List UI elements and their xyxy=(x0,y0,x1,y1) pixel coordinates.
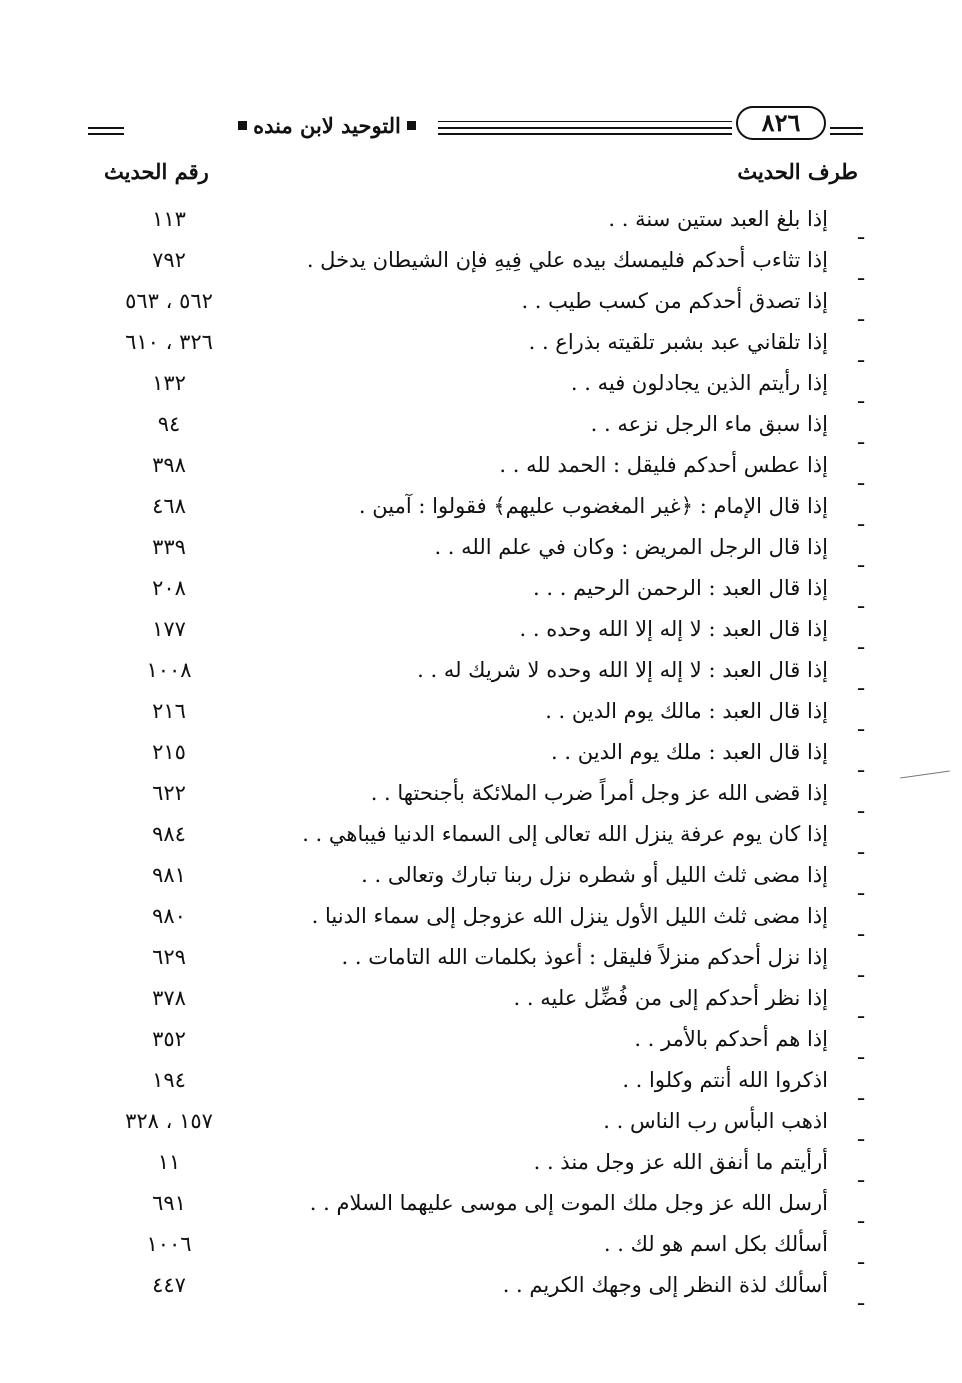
hadith-number: ٩٨٠ xyxy=(152,904,186,928)
hadith-text: اذهب البأس رب الناس . . xyxy=(603,1109,828,1133)
header-rule xyxy=(88,127,124,129)
hadith-text: إذا قضى الله عز وجل أمراً ضرب الملائكة بأجنحتها . . xyxy=(370,781,828,805)
dash-bullet-icon: ـ xyxy=(858,958,864,982)
hadith-number: ٩٨١ xyxy=(152,863,186,887)
dash-bullet-icon: ـ xyxy=(858,343,864,367)
index-row xyxy=(0,487,962,531)
hadith-text: إذا كان يوم عرفة ينزل الله تعالى إلى السماء الدنيا فيباهي . . xyxy=(302,822,828,846)
dash-bullet-icon: ـ xyxy=(858,1040,864,1064)
hadith-number: ٣٣٩ xyxy=(152,535,186,559)
hadith-number: ٤٤٧ xyxy=(152,1273,186,1297)
book-title xyxy=(220,110,434,140)
hadith-text: أسألك لذة النظر إلى وجهك الكريم . . xyxy=(502,1273,828,1297)
header-rule xyxy=(830,133,863,135)
dash-bullet-icon: ـ xyxy=(858,384,864,408)
index-row xyxy=(0,1143,962,1187)
hadith-number: ٢١٦ xyxy=(152,699,186,723)
index-row xyxy=(0,1225,962,1269)
index-row xyxy=(0,569,962,613)
hadith-text: اذكروا الله أنتم وكلوا . . xyxy=(622,1068,828,1092)
square-bullet-icon xyxy=(407,121,416,130)
index-row xyxy=(0,1061,962,1105)
hadith-text: إذا قال الإمام : ﴿غير المغضوب عليهم﴾ فقولوا : آمين . xyxy=(358,494,828,518)
index-row xyxy=(0,774,962,818)
dash-bullet-icon: ـ xyxy=(858,630,864,654)
dash-bullet-icon: ـ xyxy=(858,917,864,941)
hadith-number: ١٩٤ xyxy=(152,1068,186,1092)
dash-bullet-icon: ـ xyxy=(858,712,864,736)
dash-bullet-icon: ـ xyxy=(858,261,864,285)
dash-bullet-icon: ـ xyxy=(858,425,864,449)
hadith-number: ١٣٢ xyxy=(152,371,186,395)
index-row xyxy=(0,610,962,654)
dash-bullet-icon: ـ xyxy=(858,466,864,490)
running-header xyxy=(88,100,863,146)
square-bullet-icon xyxy=(238,121,247,130)
dash-bullet-icon: ـ xyxy=(858,507,864,531)
hadith-text: إذا قال العبد : لا إله إلا الله وحده لا شريك له . . xyxy=(417,658,828,682)
hadith-text: أسألك بكل اسم هو لك . . xyxy=(603,1232,828,1256)
index-row xyxy=(0,1102,962,1146)
index-row xyxy=(0,323,962,367)
index-row xyxy=(0,692,962,736)
hadith-number: ٩٨٤ xyxy=(152,822,186,846)
dash-bullet-icon: ـ xyxy=(858,302,864,326)
column-heading-hadith-start: طرف الحديث xyxy=(737,159,858,184)
index-row xyxy=(0,282,962,326)
hadith-number: ٦٩١ xyxy=(152,1191,186,1215)
index-row xyxy=(0,528,962,572)
dash-bullet-icon: ـ xyxy=(858,1286,864,1310)
dash-bullet-icon: ـ xyxy=(858,1163,864,1187)
index-row xyxy=(0,241,962,285)
index-row xyxy=(0,1020,962,1064)
hadith-number: ١٠٠٦ xyxy=(146,1232,192,1256)
hadith-text: إذا رأيتم الذين يجادلون فيه . . xyxy=(570,371,828,395)
hadith-number: ٢٠٨ xyxy=(152,576,186,600)
hadith-text: إذا تلقاني عبد بشبر تلقيته بذراع . . xyxy=(528,330,828,354)
dash-bullet-icon: ـ xyxy=(858,794,864,818)
hadith-text: أرسل الله عز وجل ملك الموت إلى موسى عليهما السلام . . xyxy=(309,1191,828,1215)
hadith-number: ٦٢٩ xyxy=(152,945,186,969)
index-row xyxy=(0,1266,962,1310)
hadith-text: إذا نزل أحدكم منزلاً فليقل : أعوذ بكلمات الله التامات . . xyxy=(341,945,828,969)
header-rule xyxy=(438,127,732,129)
column-heading-hadith-number: رقم الحديث xyxy=(104,159,209,184)
index-row xyxy=(0,938,962,982)
index-row xyxy=(0,200,962,244)
hadith-text: إذا هم أحدكم بالأمر . . xyxy=(634,1027,828,1051)
index-row xyxy=(0,651,962,695)
index-row xyxy=(0,897,962,941)
page-number: ٨٢٦ xyxy=(736,106,826,140)
hadith-text: إذا تصدق أحدكم من كسب طيب . . xyxy=(521,289,828,313)
index-row xyxy=(0,1184,962,1228)
hadith-text: إذا قال العبد : لا إله إلا الله وحده . . xyxy=(519,617,828,641)
hadith-text: أرأيتم ما أنفق الله عز وجل منذ . . xyxy=(533,1150,828,1174)
hadith-number: ٣٩٨ xyxy=(152,453,186,477)
dash-bullet-icon: ـ xyxy=(858,589,864,613)
hadith-text: إذا مضى ثلث الليل أو شطره نزل ربنا تبارك وتعالى . . xyxy=(361,863,828,887)
index-row xyxy=(0,856,962,900)
hadith-number: ٩٤ xyxy=(157,412,181,436)
index-row xyxy=(0,979,962,1023)
header-rule xyxy=(88,133,124,135)
index-row xyxy=(0,815,962,859)
hadith-number: ١١٣ xyxy=(152,207,186,231)
hadith-text: إذا بلغ العبد ستين سنة . . xyxy=(608,207,828,231)
dash-bullet-icon: ـ xyxy=(858,220,864,244)
index-row xyxy=(0,733,962,777)
dash-bullet-icon: ـ xyxy=(858,753,864,777)
hadith-text: إذا سبق ماء الرجل نزعه . . xyxy=(590,412,828,436)
dash-bullet-icon: ـ xyxy=(858,1122,864,1146)
hadith-number: ٧٩٢ xyxy=(152,248,186,272)
header-rule xyxy=(438,133,732,135)
hadith-text: إذا تثاءب أحدكم فليمسك بيده علي فِيهِ فإن الشيطان يدخل . xyxy=(306,248,828,272)
hadith-number: ٤٦٨ xyxy=(152,494,186,518)
hadith-number: ٣٥٢ xyxy=(152,1027,186,1051)
index-row xyxy=(0,364,962,408)
hadith-number: ١١ xyxy=(157,1150,181,1174)
dash-bullet-icon: ـ xyxy=(858,876,864,900)
hadith-number: ٣٧٨ xyxy=(152,986,186,1010)
hadith-number: ١٥٧ ، ٣٢٨ xyxy=(125,1109,213,1133)
hadith-number: ٦٢٢ xyxy=(152,781,186,805)
dash-bullet-icon: ـ xyxy=(858,999,864,1023)
dash-bullet-icon: ـ xyxy=(858,548,864,572)
dash-bullet-icon: ـ xyxy=(858,671,864,695)
hadith-number: ٣٢٦ ، ٦١٠ xyxy=(125,330,213,354)
hadith-text: إذا قال الرجل المريض : وكان في علم الله . . xyxy=(434,535,828,559)
dash-bullet-icon: ـ xyxy=(858,835,864,859)
hadith-number: ٥٦٢ ، ٥٦٣ xyxy=(125,289,213,313)
dash-bullet-icon: ـ xyxy=(858,1245,864,1269)
header-rule xyxy=(830,127,863,129)
hadith-text: إذا قال العبد : مالك يوم الدين . . xyxy=(545,699,828,723)
hadith-text: إذا مضى ثلث الليل الأول ينزل الله عزوجل إلى سماء الدنيا . xyxy=(311,904,828,928)
hadith-text: إذا نظر أحدكم إلى من فُضِّل عليه . . xyxy=(513,986,828,1010)
dash-bullet-icon: ـ xyxy=(858,1204,864,1228)
header-rule xyxy=(438,121,732,122)
hadith-text: إذا قال العبد : ملك يوم الدين . . xyxy=(551,740,828,764)
index-row xyxy=(0,446,962,490)
hadith-text: إذا عطس أحدكم فليقل : الحمد لله . . xyxy=(499,453,828,477)
hadith-number: ٢١٥ xyxy=(152,740,186,764)
hadith-number: ١٠٠٨ xyxy=(146,658,192,682)
hadith-text: إذا قال العبد : الرحمن الرحيم . . . xyxy=(533,576,828,600)
hadith-number: ١٧٧ xyxy=(152,617,186,641)
book-title-text: التوحيد لابن منده xyxy=(253,112,401,138)
index-row xyxy=(0,405,962,449)
dash-bullet-icon: ـ xyxy=(858,1081,864,1105)
